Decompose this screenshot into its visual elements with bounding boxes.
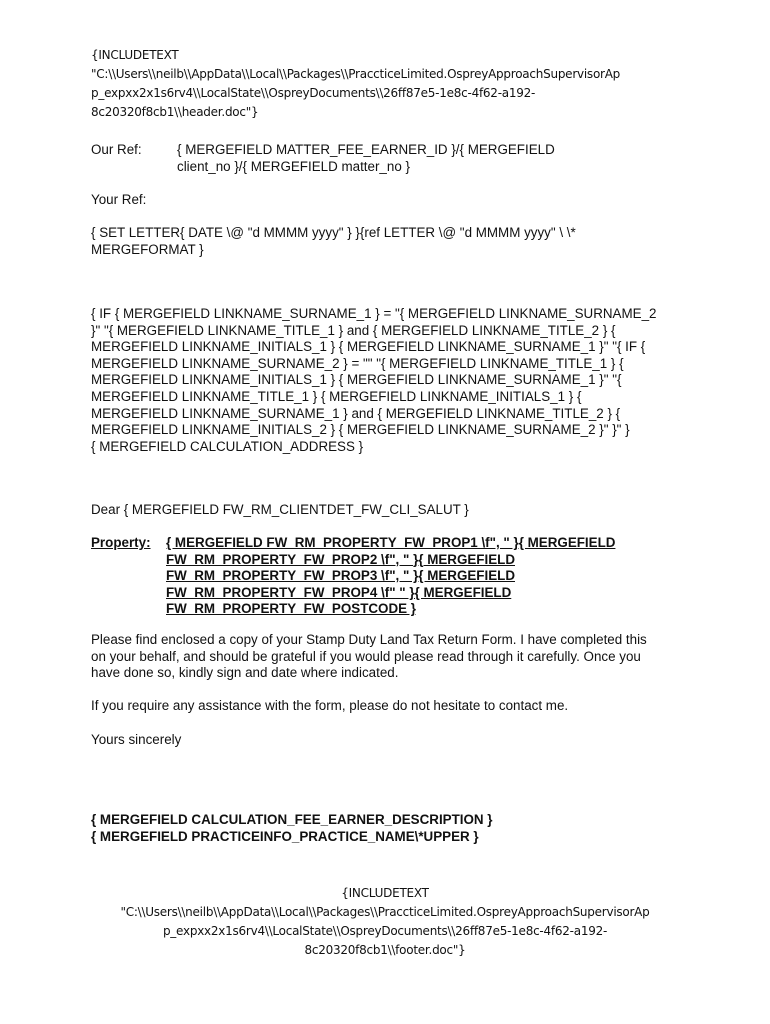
our-ref-label: Our Ref: <box>91 142 142 157</box>
footer-include-line: p_expxx2x1s6rv4\\LocalState\\OspreyDocuments\\26ff87e5-1e8c-4f62-a192- <box>162 924 608 938</box>
property-value-line: FW_RM_PROPERTY_FW_POSTCODE } <box>166 601 416 617</box>
property-value-line: FW_RM_PROPERTY_FW_PROP3 \f", " }{ MERGEFIELD <box>166 568 515 584</box>
footer-include-line: {INCLUDETEXT <box>341 886 429 900</box>
header-include-line: p_expxx2x1s6rv4\\LocalState\\OspreyDocuments\\26ff87e5-1e8c-4f62-a192- <box>91 86 536 100</box>
property-value-line: FW_RM_PROPERTY_FW_PROP4 \f" " }{ MERGEFIELD <box>166 584 512 600</box>
your-ref-block <box>91 192 691 209</box>
body-paragraph-line: Please find enclosed a copy of your Stamp Duty Land Tax Return Form. I have completed this <box>91 632 647 647</box>
property-value-line: FW_RM_PROPERTY_FW_PROP2 \f", " }{ MERGEFIELD <box>166 551 515 567</box>
body-paragraph-line: have done so, kindly sign and date where indicated. <box>91 665 399 681</box>
address-field-line: MERGEFIELD LINKNAME_INITIALS_1 } { MERGEFIELD LINKNAME_SURNAME_1 }" "{ IF { <box>91 339 646 355</box>
address-field-line: MERGEFIELD LINKNAME_SURNAME_1 } and { MERGEFIELD LINKNAME_TITLE_2 } { <box>91 405 621 421</box>
address-field-line: }" "{ MERGEFIELD LINKNAME_TITLE_1 } and { MERGEFIELD LINKNAME_TITLE_2 } { <box>91 322 616 338</box>
assistance-text: If you require any assistance with the form, please do not hesitate to contact me. <box>91 698 569 713</box>
assistance-paragraph <box>91 698 691 715</box>
date-field-line: MERGEFORMAT } <box>91 241 204 257</box>
salutation <box>91 502 691 519</box>
address-field-line: MERGEFIELD LINKNAME_TITLE_1 } { MERGEFIELD LINKNAME_INITIALS_1 } { <box>91 388 582 404</box>
address-field-line: MERGEFIELD LINKNAME_SURNAME_2 } = "" "{ MERGEFIELD LINKNAME_TITLE_1 } { <box>91 355 624 371</box>
closing-text: Yours sincerely <box>91 732 182 747</box>
our-ref-value-line: client_no }/{ MERGEFIELD matter_no } <box>177 158 410 174</box>
header-include-field <box>91 46 691 122</box>
signature-line: { MERGEFIELD CALCULATION_FEE_EARNER_DESCRIPTION } <box>91 812 493 827</box>
closing <box>91 732 691 749</box>
address-field-line: MERGEFIELD LINKNAME_INITIALS_1 } { MERGEFIELD LINKNAME_SURNAME_1 }" "{ <box>91 372 622 388</box>
our-ref-block <box>91 142 691 175</box>
salutation-text: Dear { MERGEFIELD FW_RM_CLIENTDET_FW_CLI_SALUT } <box>91 502 469 517</box>
date-field-line: { SET LETTER{ DATE \@ "d MMMM yyyy" } }{ref LETTER \@ "d MMMM yyyy" \ \* <box>91 225 576 240</box>
property-block <box>91 535 691 618</box>
date-field <box>91 225 691 258</box>
header-include-line: {INCLUDETEXT <box>91 48 179 62</box>
your-ref-label: Your Ref: <box>91 192 147 207</box>
footer-include-line: 8c20320f8cb1\\footer.doc"} <box>304 943 466 957</box>
our-ref-value-line: { MERGEFIELD MATTER_FEE_EARNER_ID }/{ MERGEFIELD <box>177 142 555 157</box>
address-field-line: MERGEFIELD LINKNAME_INITIALS_2 } { MERGEFIELD LINKNAME_SURNAME_2 }" }" } <box>91 422 630 438</box>
header-include-line: 8c20320f8cb1\\header.doc"} <box>91 105 259 119</box>
property-label: Property: <box>91 535 151 550</box>
signature-line: { MERGEFIELD PRACTICEINFO_PRACTICE_NAME\*UPPER } <box>91 828 479 844</box>
header-include-line: "C:\\Users\\neilb\\AppData\\Local\\Packages\\PraccticeLimited.OspreyApproachSupervisorAp <box>91 67 621 81</box>
address-field-line: { IF { MERGEFIELD LINKNAME_SURNAME_1 } = "{ MERGEFIELD LINKNAME_SURNAME_2 <box>91 306 657 321</box>
body-paragraph-line: on your behalf, and should be grateful if you would please read through it carefully. Once you <box>91 648 641 664</box>
footer-include-line: "C:\\Users\\neilb\\AppData\\Local\\Packages\\PraccticeLimited.OspreyApproachSupervisorAp <box>120 905 650 919</box>
property-value-line: { MERGEFIELD FW_RM_PROPERTY_FW_PROP1 \f", " }{ MERGEFIELD <box>166 535 616 550</box>
address-field-line: { MERGEFIELD CALCULATION_ADDRESS } <box>91 438 364 454</box>
footer-include-field <box>60 884 710 960</box>
signature-block <box>91 812 691 845</box>
address-field <box>91 306 691 455</box>
body-paragraph <box>91 632 691 682</box>
